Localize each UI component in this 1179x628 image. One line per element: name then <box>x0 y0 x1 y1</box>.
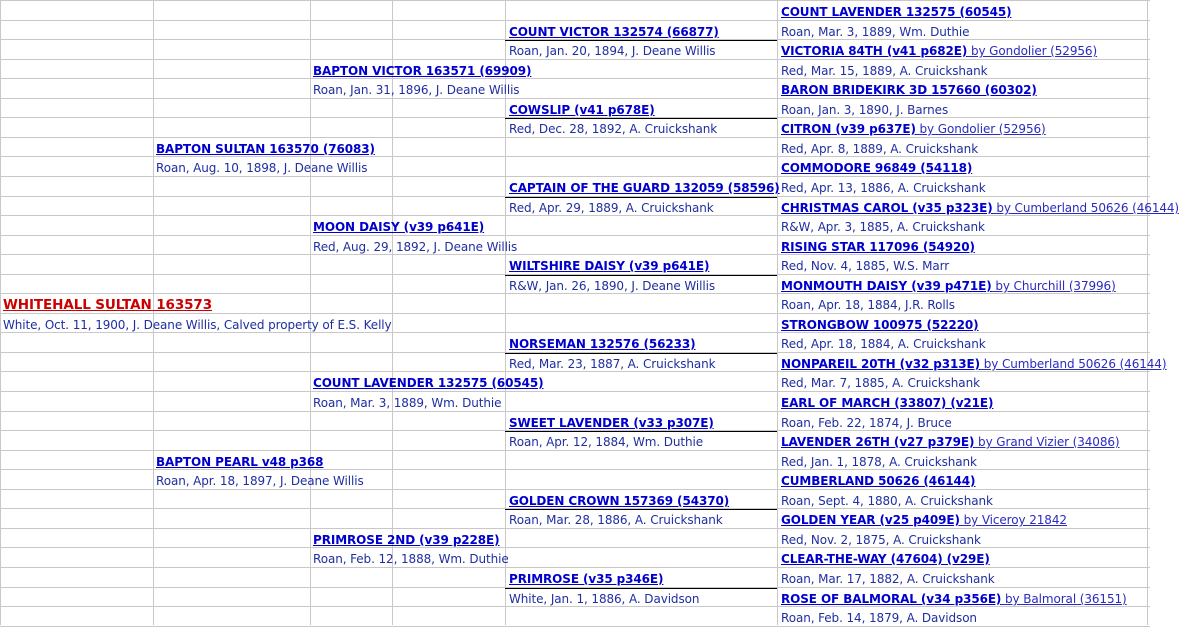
ancestor-details: Roan, Sept. 4, 1880, A. Cruickshank <box>781 494 993 508</box>
ancestor-details: Roan, Apr. 18, 1897, J. Deane Willis <box>156 474 364 488</box>
ancestor-details: Red, Jan. 1, 1878, A. Cruickshank <box>781 455 977 469</box>
connector-line <box>505 40 777 41</box>
ancestor-name-link[interactable]: COWSLIP (v41 p678E) <box>509 103 655 117</box>
ancestor-name-link[interactable]: MOON DAISY (v39 p641E) <box>313 220 485 234</box>
ancestor-name-link[interactable]: PRIMROSE (v35 p346E) <box>509 572 664 586</box>
ancestor-name-link[interactable]: CUMBERLAND 50626 (46144) <box>781 474 976 488</box>
ancestor-details: Red, Apr. 13, 1886, A. Cruickshank <box>781 181 986 195</box>
ancestor-name-link[interactable]: STRONGBOW 100975 (52220) <box>781 318 979 332</box>
ancestor-name-link[interactable]: BARON BRIDEKIRK 3D 157660 (60302) <box>781 83 1037 97</box>
ancestor-details: Red, Apr. 8, 1889, A. Cruickshank <box>781 142 979 156</box>
sire-link[interactable]: by Gondolier (52956) <box>967 44 1098 58</box>
connector-line <box>505 431 777 432</box>
subject-animal-name[interactable]: WHITEHALL SULTAN 163573 <box>3 297 213 313</box>
connector-line <box>505 509 777 510</box>
column-divider <box>1147 0 1148 625</box>
ancestor-details: Red, Nov. 4, 1885, W.S. Marr <box>781 259 950 273</box>
ancestor-name-link[interactable]: CITRON (v39 p637E) by Gondolier (52956) <box>781 122 1046 136</box>
ancestor-name-link[interactable]: VICTORIA 84TH (v41 p682E) by Gondolier (52956) <box>781 44 1098 58</box>
ancestor-name-link[interactable]: ROSE OF BALMORAL (v34 p356E) by Balmoral (36151) <box>781 592 1127 606</box>
sire-link[interactable]: by Cumberland 50626 (46144) <box>980 357 1167 371</box>
ancestor-name-link[interactable]: LAVENDER 26TH (v27 p379E) by Grand Vizier (34086) <box>781 435 1120 449</box>
ancestor-name-link[interactable]: NONPAREIL 20TH (v32 p313E) by Cumberland 50626 (46144) <box>781 357 1167 371</box>
ancestor-name-link[interactable]: GOLDEN YEAR (v25 p409E) by Viceroy 21842 <box>781 513 1067 527</box>
ancestor-name-link[interactable]: COUNT LAVENDER 132575 (60545) <box>313 376 544 390</box>
ancestor-details: R&W, Jan. 26, 1890, J. Deane Willis <box>509 279 716 293</box>
ancestor-details: Roan, Jan. 3, 1890, J. Barnes <box>781 103 949 117</box>
ancestor-details: Roan, Jan. 31, 1896, J. Deane Willis <box>313 83 520 97</box>
connector-line <box>505 275 777 276</box>
ancestor-details: Red, Mar. 7, 1885, A. Cruickshank <box>781 376 980 390</box>
ancestor-name-link[interactable]: MONMOUTH DAISY (v39 p471E) by Churchill (37996) <box>781 279 1116 293</box>
ancestor-name-link[interactable]: CHRISTMAS CAROL (v35 p323E) by Cumberland 50626 (46144) <box>781 201 1179 215</box>
ancestor-name-link[interactable]: COUNT LAVENDER 132575 (60545) <box>781 5 1012 19</box>
sire-link[interactable]: by Grand Vizier (34086) <box>974 435 1120 449</box>
ancestor-details: Red, Aug. 29, 1892, J. Deane Willis <box>313 240 518 254</box>
column-divider <box>777 0 778 625</box>
ancestor-name-link[interactable]: PRIMROSE 2ND (v39 p228E) <box>313 533 500 547</box>
ancestor-name-link[interactable]: COUNT VICTOR 132574 (66877) <box>509 25 719 39</box>
ancestor-name-link[interactable]: EARL OF MARCH (33807) (v21E) <box>781 396 994 410</box>
ancestor-details: Roan, Mar. 28, 1886, A. Cruickshank <box>509 513 723 527</box>
ancestor-name-link[interactable]: CLEAR-THE-WAY (47604) (v29E) <box>781 552 990 566</box>
ancestor-name-link[interactable]: BAPTON VICTOR 163571 (69909) <box>313 64 532 78</box>
connector-line <box>505 588 777 589</box>
sire-link[interactable]: by Cumberland 50626 (46144) <box>992 201 1179 215</box>
connector-line <box>505 353 777 354</box>
sire-link[interactable]: by Balmoral (36151) <box>1001 592 1127 606</box>
sire-link[interactable]: by Churchill (37996) <box>991 279 1116 293</box>
ancestor-name-link[interactable]: BAPTON SULTAN 163570 (76083) <box>156 142 375 156</box>
row-divider <box>0 254 1150 255</box>
ancestor-name-link[interactable]: RISING STAR 117096 (54920) <box>781 240 975 254</box>
connector-line <box>505 197 777 198</box>
ancestor-details: Red, Mar. 15, 1889, A. Cruickshank <box>781 64 988 78</box>
column-divider <box>0 0 1 625</box>
ancestor-name-link[interactable]: NORSEMAN 132576 (56233) <box>509 337 696 351</box>
ancestor-details: White, Jan. 1, 1886, A. Davidson <box>509 592 700 606</box>
ancestor-details: Roan, Mar. 17, 1882, A. Cruickshank <box>781 572 995 586</box>
row-divider <box>0 626 1150 627</box>
ancestor-details: Red, Apr. 29, 1889, A. Cruickshank <box>509 201 714 215</box>
ancestor-name-link[interactable]: BAPTON PEARL v48 p368 <box>156 455 324 469</box>
ancestor-details: R&W, Apr. 3, 1885, A. Cruickshank <box>781 220 985 234</box>
ancestor-details: Roan, Feb. 12, 1888, Wm. Duthie <box>313 552 509 566</box>
ancestor-name-link[interactable]: COMMODORE 96849 (54118) <box>781 161 973 175</box>
ancestor-details: Roan, Apr. 12, 1884, Wm. Duthie <box>509 435 704 449</box>
ancestor-details: Red, Dec. 28, 1892, A. Cruickshank <box>509 122 718 136</box>
subject-animal-details: White, Oct. 11, 1900, J. Deane Willis, Calved property of E.S. Kelly <box>3 318 392 332</box>
ancestor-details: Red, Nov. 2, 1875, A. Cruickshank <box>781 533 981 547</box>
ancestor-details: Roan, Apr. 18, 1884, J.R. Rolls <box>781 298 955 312</box>
ancestor-name-link[interactable]: WILTSHIRE DAISY (v39 p641E) <box>509 259 710 273</box>
ancestor-details: Roan, Mar. 3, 1889, Wm. Duthie <box>313 396 502 410</box>
sire-link[interactable]: by Gondolier (52956) <box>915 122 1046 136</box>
ancestor-details: Roan, Feb. 22, 1874, J. Bruce <box>781 416 952 430</box>
connector-line <box>505 118 777 119</box>
ancestor-details: Roan, Mar. 3, 1889, Wm. Duthie <box>781 25 970 39</box>
ancestor-name-link[interactable]: SWEET LAVENDER (v33 p307E) <box>509 416 714 430</box>
ancestor-details: Red, Apr. 18, 1884, A. Cruickshank <box>781 337 986 351</box>
ancestor-details: Red, Mar. 23, 1887, A. Cruickshank <box>509 357 716 371</box>
column-divider <box>310 0 311 625</box>
ancestor-name-link[interactable]: GOLDEN CROWN 157369 (54370) <box>509 494 730 508</box>
row-divider <box>0 0 1150 1</box>
ancestor-name-link[interactable]: CAPTAIN OF THE GUARD 132059 (58596) <box>509 181 780 195</box>
ancestor-details: Roan, Jan. 20, 1894, J. Deane Willis <box>509 44 716 58</box>
sire-link[interactable]: by Viceroy 21842 <box>959 513 1067 527</box>
ancestor-details: Roan, Aug. 10, 1898, J. Deane Willis <box>156 161 368 175</box>
ancestor-details: Roan, Feb. 14, 1879, A. Davidson <box>781 611 977 625</box>
